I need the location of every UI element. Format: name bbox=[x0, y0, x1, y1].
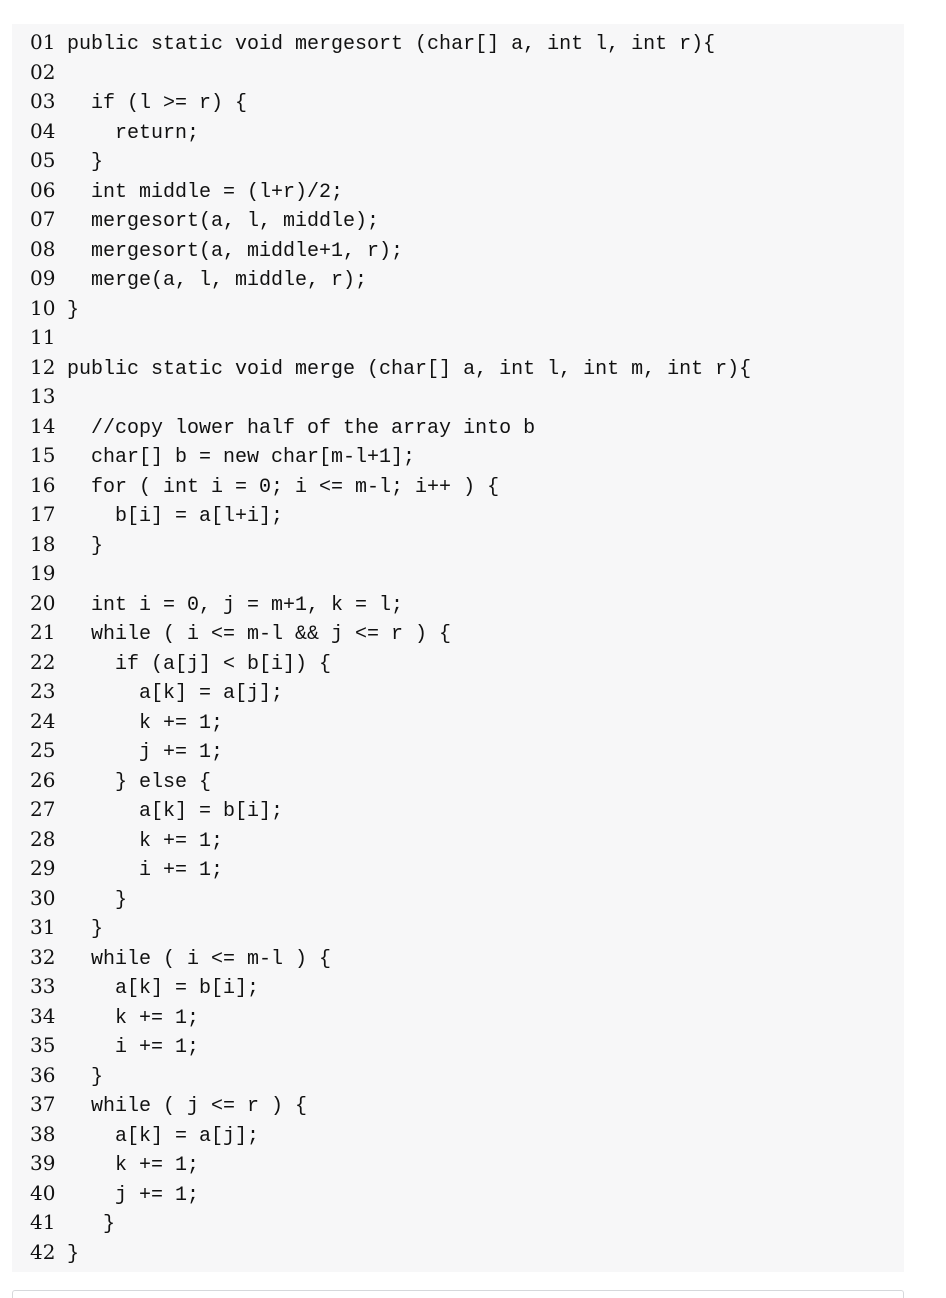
code-line bbox=[30, 854, 751, 884]
code-line bbox=[30, 677, 751, 707]
line-code-text: public static void mergesort (char[] a, int l, int r){ bbox=[67, 33, 716, 56]
line-code-text: for ( int i = 0; i <= m-l; i++ ) { bbox=[67, 475, 500, 499]
line-number: 31 bbox=[30, 915, 56, 939]
code-line bbox=[30, 323, 751, 353]
code-line bbox=[30, 972, 751, 1002]
line-code-text: while ( j <= r ) { bbox=[67, 1095, 308, 1118]
line-code-text: return; bbox=[67, 121, 200, 145]
line-number: 13 bbox=[30, 384, 56, 408]
line-code-text: char[] b = new char[m-l+1]; bbox=[67, 446, 416, 469]
line-number: 28 bbox=[30, 826, 56, 851]
line-number: 10 bbox=[30, 295, 56, 320]
code-line bbox=[30, 884, 751, 914]
line-code-text: merge(a, l, middle, r); bbox=[67, 269, 368, 292]
line-number: 25 bbox=[30, 738, 56, 762]
code-line bbox=[30, 441, 751, 471]
line-code-text: } bbox=[67, 151, 104, 174]
line-code-text: } bbox=[67, 1213, 116, 1236]
line-code-text: //copy lower half of the array into b bbox=[67, 416, 536, 440]
line-number: 07 bbox=[30, 207, 56, 231]
line-number: 24 bbox=[30, 708, 56, 733]
line-number: 27 bbox=[30, 797, 56, 821]
code-line bbox=[30, 766, 751, 796]
code-line bbox=[30, 1208, 751, 1238]
code-line bbox=[30, 500, 751, 530]
line-code-text: j += 1; bbox=[67, 741, 224, 764]
line-code-text: int middle = (l+r)/2; bbox=[67, 180, 344, 204]
line-number: 37 bbox=[30, 1092, 56, 1116]
line-number: 12 bbox=[30, 354, 56, 379]
code-line bbox=[30, 1120, 751, 1150]
line-code-text: } else { bbox=[67, 770, 212, 794]
line-number: 02 bbox=[30, 59, 56, 84]
code-line bbox=[30, 913, 751, 943]
code-line bbox=[30, 382, 751, 412]
line-number: 08 bbox=[30, 236, 56, 261]
line-number: 26 bbox=[30, 767, 56, 792]
code-line bbox=[30, 235, 751, 265]
line-code-text: k += 1; bbox=[67, 829, 224, 853]
code-line bbox=[30, 264, 751, 294]
line-number: 19 bbox=[30, 561, 56, 585]
code-line bbox=[30, 1031, 751, 1061]
line-code-text: } bbox=[67, 298, 80, 322]
line-number: 17 bbox=[30, 502, 56, 526]
line-number: 16 bbox=[30, 472, 56, 497]
line-number: 09 bbox=[30, 266, 56, 290]
line-number: 29 bbox=[30, 856, 56, 880]
line-number: 21 bbox=[30, 620, 56, 644]
line-number: 22 bbox=[30, 649, 56, 674]
code-line bbox=[30, 58, 751, 88]
line-code-text: i += 1; bbox=[67, 1036, 200, 1059]
line-code-text: } bbox=[67, 1242, 80, 1266]
line-number: 33 bbox=[30, 974, 56, 998]
line-number: 15 bbox=[30, 443, 56, 467]
line-code-text: } bbox=[67, 888, 128, 912]
code-line bbox=[30, 559, 751, 589]
line-number: 40 bbox=[30, 1180, 56, 1205]
code-line bbox=[30, 28, 751, 58]
code-block bbox=[12, 24, 904, 1272]
code-line bbox=[30, 736, 751, 766]
code-line bbox=[30, 1179, 751, 1209]
line-code-text: public static void merge (char[] a, int l, int m, int r){ bbox=[67, 357, 752, 381]
line-code-text: } bbox=[67, 918, 104, 941]
line-number: 04 bbox=[30, 118, 56, 143]
line-code-text: k += 1; bbox=[67, 1006, 200, 1030]
line-code-text: j += 1; bbox=[67, 1183, 200, 1207]
code-line bbox=[30, 1149, 751, 1179]
line-number: 34 bbox=[30, 1003, 56, 1028]
code-line bbox=[30, 205, 751, 235]
code-line bbox=[30, 795, 751, 825]
line-code-text: k += 1; bbox=[67, 711, 224, 735]
code-line bbox=[30, 1090, 751, 1120]
line-number: 06 bbox=[30, 177, 56, 202]
line-code-text: a[k] = a[j]; bbox=[67, 1124, 260, 1148]
code-line bbox=[30, 176, 751, 206]
line-code-text: mergesort(a, middle+1, r); bbox=[67, 239, 404, 263]
line-code-text: i += 1; bbox=[67, 859, 224, 882]
line-number: 36 bbox=[30, 1062, 56, 1087]
line-number: 39 bbox=[30, 1151, 56, 1175]
code-line bbox=[30, 589, 751, 619]
code-line bbox=[30, 294, 751, 324]
line-number: 30 bbox=[30, 885, 56, 910]
code-line bbox=[30, 1061, 751, 1091]
code-line bbox=[30, 648, 751, 678]
line-code-text: } bbox=[67, 1065, 104, 1089]
code-line bbox=[30, 1002, 751, 1032]
line-code-text: while ( i <= m-l && j <= r ) { bbox=[67, 623, 452, 646]
line-number: 01 bbox=[30, 30, 56, 54]
code-line bbox=[30, 146, 751, 176]
code-line bbox=[30, 87, 751, 117]
line-number: 35 bbox=[30, 1033, 56, 1057]
code-line bbox=[30, 530, 751, 560]
code-line bbox=[30, 825, 751, 855]
line-number: 23 bbox=[30, 679, 56, 703]
line-code-text: while ( i <= m-l ) { bbox=[67, 947, 332, 971]
next-panel-edge bbox=[12, 1290, 904, 1298]
code-line bbox=[30, 943, 751, 973]
code-line bbox=[30, 707, 751, 737]
code-line bbox=[30, 1238, 751, 1268]
line-code-text: } bbox=[67, 534, 104, 558]
code-line bbox=[30, 618, 751, 648]
line-code-text: int i = 0, j = m+1, k = l; bbox=[67, 593, 404, 617]
line-code-text: a[k] = a[j]; bbox=[67, 682, 284, 705]
line-code-text: if (l >= r) { bbox=[67, 92, 248, 115]
line-code-text: if (a[j] < b[i]) { bbox=[67, 652, 332, 676]
line-number: 05 bbox=[30, 148, 56, 172]
line-number: 38 bbox=[30, 1121, 56, 1146]
line-number: 11 bbox=[30, 325, 56, 349]
line-number: 32 bbox=[30, 944, 56, 969]
line-code-text: mergesort(a, l, middle); bbox=[67, 210, 380, 233]
code-line bbox=[30, 471, 751, 501]
code-lines bbox=[30, 28, 751, 1267]
line-number: 20 bbox=[30, 590, 56, 615]
code-line bbox=[30, 412, 751, 442]
line-code-text: a[k] = b[i]; bbox=[67, 977, 260, 1000]
line-code-text: b[i] = a[l+i]; bbox=[67, 505, 284, 528]
line-number: 41 bbox=[30, 1210, 56, 1234]
line-number: 14 bbox=[30, 413, 56, 438]
line-number: 18 bbox=[30, 531, 56, 556]
line-number: 42 bbox=[30, 1239, 56, 1264]
line-code-text: k += 1; bbox=[67, 1154, 200, 1177]
code-line bbox=[30, 117, 751, 147]
code-line bbox=[30, 353, 751, 383]
line-code-text: a[k] = b[i]; bbox=[67, 800, 284, 823]
line-number: 03 bbox=[30, 89, 56, 113]
